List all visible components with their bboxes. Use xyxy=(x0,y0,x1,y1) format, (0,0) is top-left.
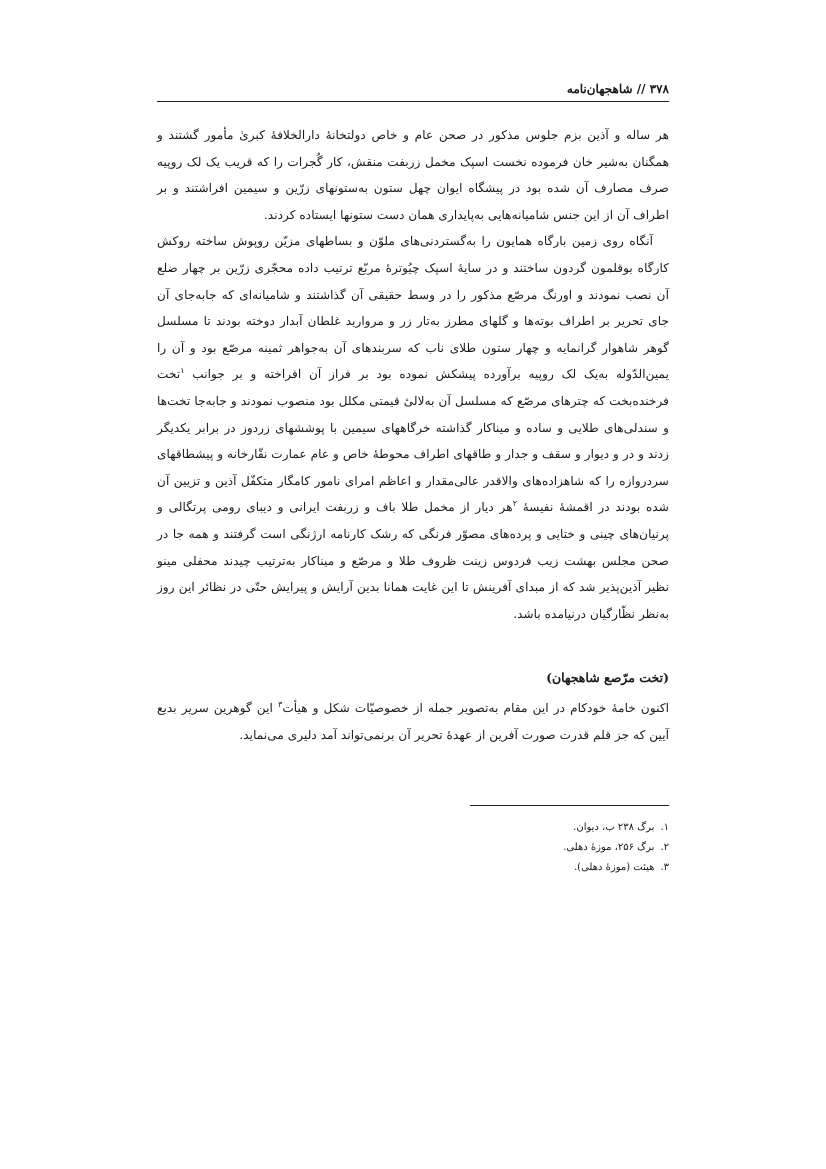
section-heading: (تخت مرّصع شاهجهان) xyxy=(546,670,669,685)
footnote-text: برگ ۲۳۸ ب، دیوان. xyxy=(573,822,655,833)
paragraph-text: تخت فرخنده‌بخت که چترهای مرصّع که مسلسل آن به‌لالیٔ قیمتی مکلل بود منصوب نمودند و جابه‌جا تخت‌ها و سندلی‌های طلایی و ساده و میناکار گذاشته خرگاههای سیمین با پوششهای زردوز در برابر یکدیگر زدند و در و دیوار و سقف و جدار و طاقهای اطراف محوطهٔ خاص و عام عمارت نقّارخانه و پیشطاقهای سردروازه را که شاهزاده‌های والاقدر عالی‌مقدار و اعاظم امرای نامور کامگار متکفّل آذین و تزیین آن شده بودند در اقمشهٔ نفیسهٔ xyxy=(157,367,670,515)
header-divider xyxy=(157,101,669,102)
footnote-number: ۱. xyxy=(660,822,669,833)
paragraph-text: اکنون خامهٔ خودکام در این مقام به‌تصویر جمله از خصوصیّات شکل و هیأت xyxy=(282,701,670,715)
paragraph-text: هر ساله و آذین بزم جلوس مذکور در صحن عام و خاص دولتخانهٔ دارالخلافهٔ کبریٰ مأمور گشتند و همگنان به‌شیر خان فرموده نخست اسپک مخمل زربفت منقش، کار گُجرات را که قریب یک لک روپیه صرف مصارف آن شده بود در پیشگاه ایوان چهل ستون به‌ستونهای زرّین و سیمین افراشتند و بر اطراف آن از این جنس شامیانه‌هایی به‌پایداری همان دست ستونها ایستاده کردند. xyxy=(157,128,669,222)
paragraph xyxy=(157,228,669,627)
running-title: ۳۷۸ // شاهجهان‌نامه xyxy=(566,82,669,96)
footnote-ref: ۳ xyxy=(278,699,283,709)
paragraph-text: آنگاه روی زمین بارگاه همایون را به‌گستردنی‌های ملوّن و بساطهای مزیّن روپوش ساخته روکش کارگاه بوقلمون گردون ساختند و در سایهٔ اسپک چیُوترهٔ مربّع ترتیب داده محجّری زرّین بر چهار ضلع آن نصب نمودند و اورنگ مرصّع مذکور را در وسط حقیقی آن گذاشتند و شامیانه‌ای که جابه‌جای آن جای تحریر بر اطراف بوته‌ها و گلهای مطرز به‌تار زر و مروارید غلطان آبدار دوخته بودند تا مسلسل گوهر شاهوار گرانمایه و چهار ستون طلای ناب که سربندهای آن به‌جواهر ثمینه مرصّع بود و آن را یمین‌الدّوله به‌یک لک روپیه برآورده پیشکش نموده بود بر فراز آن افراخته و بر جوانب xyxy=(157,234,669,382)
paragraph xyxy=(157,695,669,748)
footnotes xyxy=(369,818,669,878)
paragraph-text: این گوهرین سریر بدیع آیین که جز قلم قدرت صورت آفرین از عهدهٔ تحریر آن برنمی‌تواند آمد دلیری می‌نماید. xyxy=(157,701,669,742)
section-text xyxy=(157,695,669,748)
footnote-item xyxy=(369,858,669,878)
running-header xyxy=(157,78,669,100)
footnote-ref: ۱ xyxy=(180,366,185,376)
footnote-item xyxy=(369,818,669,838)
footnote-text: برگ ۲۵۶، موزهٔ دهلی. xyxy=(563,842,655,853)
footnote-ref: ۲ xyxy=(512,499,517,509)
footnote-item xyxy=(369,838,669,858)
footnote-divider xyxy=(470,805,669,806)
footnote-number: ۲. xyxy=(660,842,669,853)
footnote-text: هیئت (موزهٔ دهلی). xyxy=(574,862,655,873)
paragraph-text: هر دیار از مخمل طلا باف و زربفت ایرانی و دیبای رومی پرتگالی و پرنیان‌های چینی و ختایی و پرده‌های مصوّر فرنگی که رشک کارنامه ارژنگی است گرفتند و همه جا در صحن مجلس بهشت زیب فردوس زینت ظروف طلا و مرصّع و میناکار به‌ترتیب چیدند محفلی مینو نظیر آذین‌پذیر شد که از مبدای آفرینش تا این غایت همانا بدین آرایش و پیرایش حتّی در نظائر این روز به‌نظر نظّارگیان درنیامده باشد. xyxy=(157,500,669,621)
main-text xyxy=(157,122,669,627)
paragraph xyxy=(157,122,669,228)
footnote-number: ۳. xyxy=(660,862,669,873)
